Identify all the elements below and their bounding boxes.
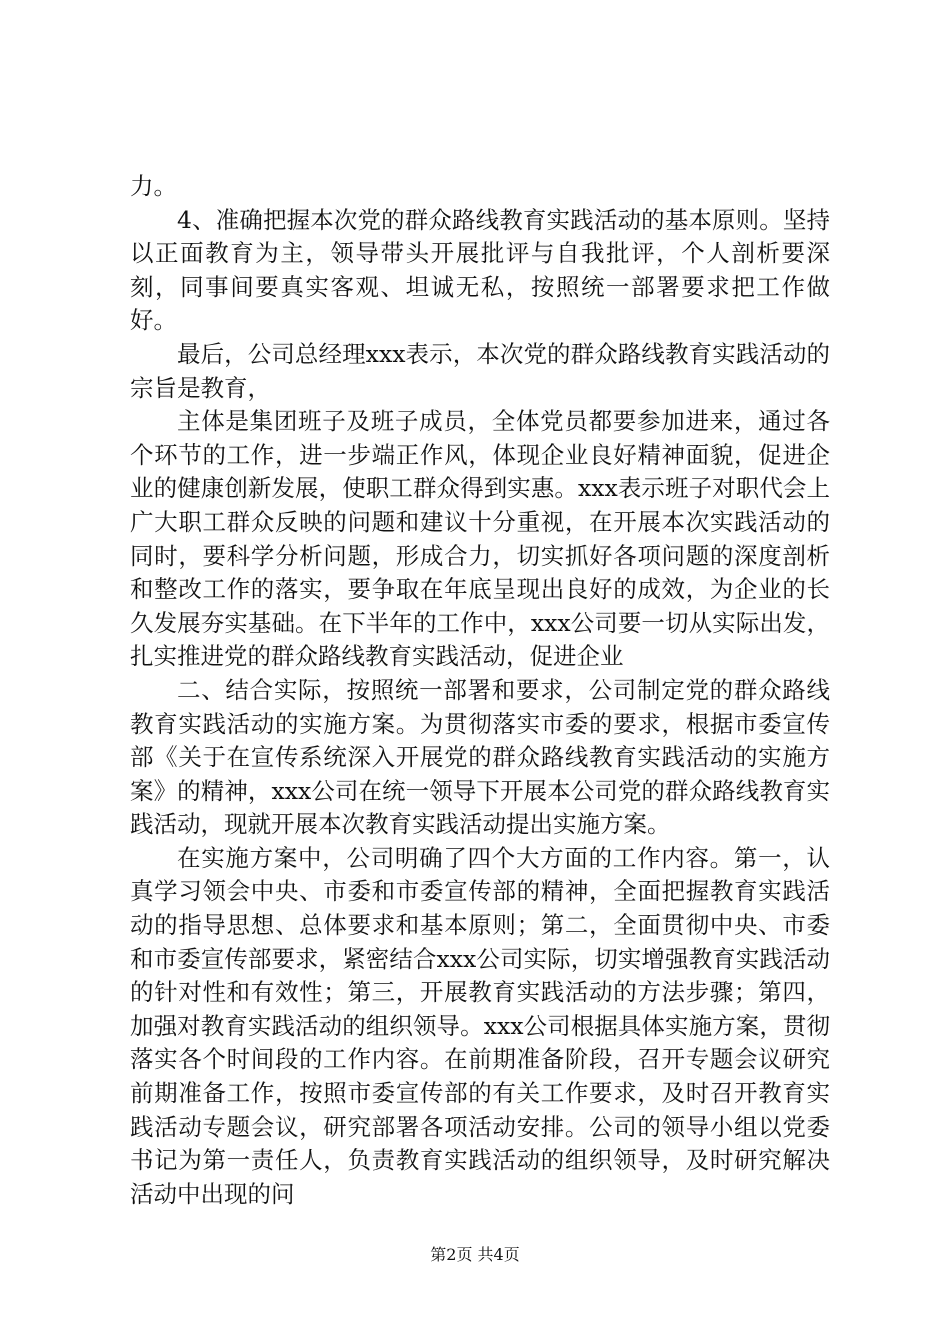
paragraph-1: 力。 — [130, 172, 177, 200]
page-footer: 第2页 共4页 — [430, 1245, 520, 1264]
paragraph-3: 最后，公司总经理xxx表示，本次党的群众路线教育实践活动的宗旨是教育， — [130, 339, 830, 402]
paragraph-4: 主体是集团班子及班子成员，全体党员都要参加进来，通过各个环节的工作，进一步端正作风，体现企业良好精神面貌，促进企业的健康创新发展，使职工群众得到实惠。xxx表示班子对职代会上广大职工群众反映的问题和建议十分重视，在开展本次实践活动的同时，要科学分析问题，形成合力，切实抓好各项问题的深度剖析和整改工作的落实，要争取在年底呈现出良好的成效，为企业的长久发展夯实基础。在下半年的工作中，xxx公司要一切从实际出发，扎实推进党的群众路线教育实践活动，促进企业 — [130, 407, 830, 671]
document-body — [130, 170, 830, 1211]
paragraph-2: 4、准确把握本次党的群众路线教育实践活动的基本原则。坚持以正面教育为主，领导带头开展批评与自我批评，个人剖析要深刻，同事间要真实客观、坦诚无私，按照统一部署要求把工作做好。 — [130, 205, 830, 335]
paragraph-6: 在实施方案中，公司明确了四个大方面的工作内容。第一，认真学习领会中央、市委和市委宣传部的精神，全面把握教育实践活动的指导思想、总体要求和基本原则；第二，全面贯彻中央、市委和市委宣传部要求，紧密结合xxx公司实际，切实增强教育实践活动的针对性和有效性；第三，开展教育实践活动的方法步骤；第四，加强对教育实践活动的组织领导。xxx公司根据具体实施方案，贯彻落实各个时间段的工作内容。在前期准备阶段，召开专题会议研究前期准备工作，按照市委宣传部的有关工作要求，及时召开教育实践活动专题会议，研究部署各项活动安排。公司的领导小组以党委书记为第一责任人，负责教育实践活动的组织领导，及时研究解决活动中出现的问 — [130, 843, 830, 1208]
paragraph-5: 二、结合实际，按照统一部署和要求，公司制定党的群众路线教育实践活动的实施方案。为贯彻落实市委的要求，根据市委宣传部《关于在宣传系统深入开展党的群众路线教育实践活动的实施方案》的精神，xxx公司在统一领导下开展本公司党的群众路线教育实践活动，现就开展本次教育实践活动提出实施方案。 — [130, 675, 830, 839]
